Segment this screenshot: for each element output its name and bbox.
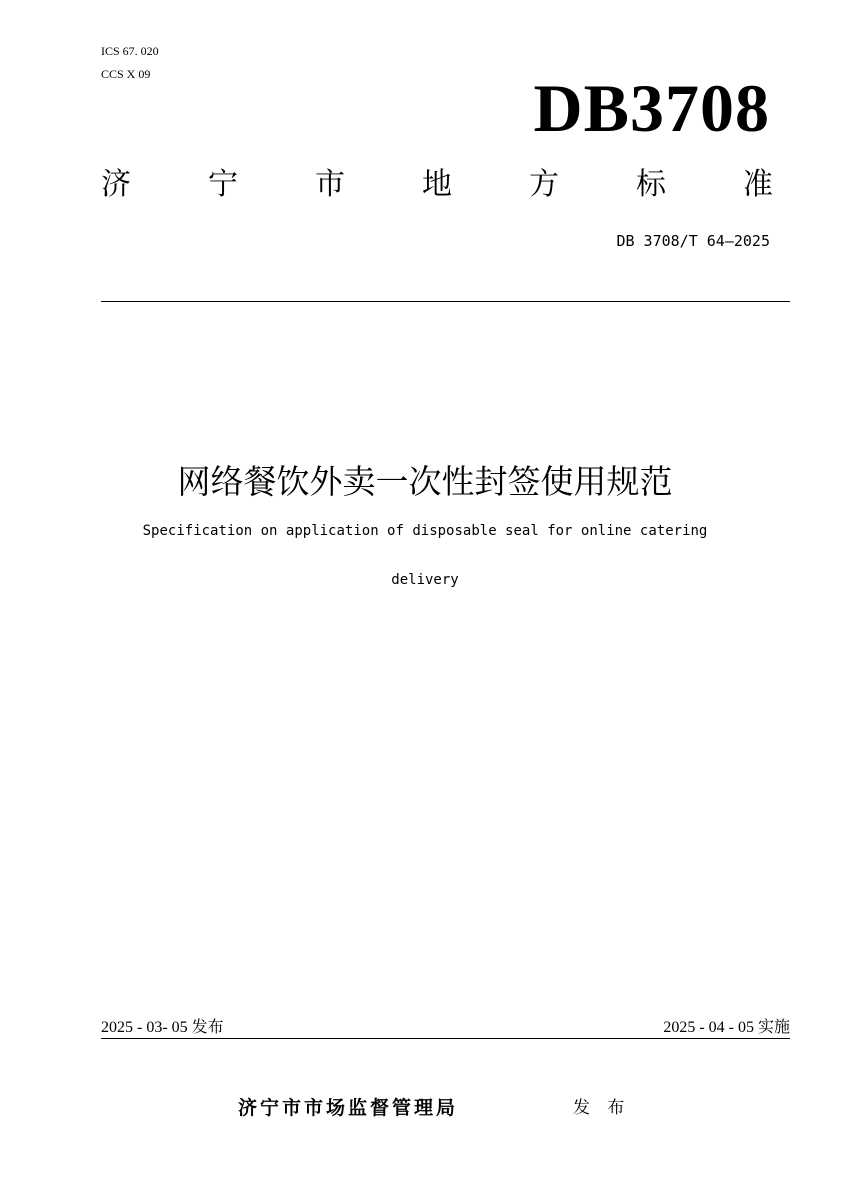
standard-logo: DB3708	[533, 70, 770, 146]
standard-type-char: 地	[422, 167, 452, 202]
standard-type-char: 市	[315, 167, 345, 202]
standard-type-char: 济	[101, 167, 131, 202]
footer-divider	[101, 1038, 790, 1039]
document-title-zh: 网络餐饮外卖一次性封签使用规范	[177, 462, 673, 501]
ics-code: ICS 67. 020	[101, 44, 159, 58]
document-title-en-line2: delivery	[391, 572, 459, 588]
issue-label: 发 布	[573, 1098, 631, 1118]
implementation-date: 2025 - 04 - 05 实施	[663, 1019, 790, 1036]
standard-type-heading	[101, 165, 773, 205]
standard-type-char: 宁	[208, 167, 238, 202]
standard-number: DB 3708/T 64—2025	[616, 232, 770, 250]
standard-type-char: 准	[743, 167, 773, 202]
standard-type-char: 标	[636, 167, 666, 202]
header-divider	[101, 301, 790, 302]
document-title-en-line1: Specification on application of disposable seal for online catering	[142, 523, 708, 539]
ccs-code: CCS X 09	[101, 67, 151, 81]
issue-date: 2025 - 03- 05 发布	[101, 1019, 224, 1036]
issuing-authority: 济宁市市场监督管理局	[238, 1097, 459, 1119]
standard-type-char: 方	[529, 167, 559, 202]
